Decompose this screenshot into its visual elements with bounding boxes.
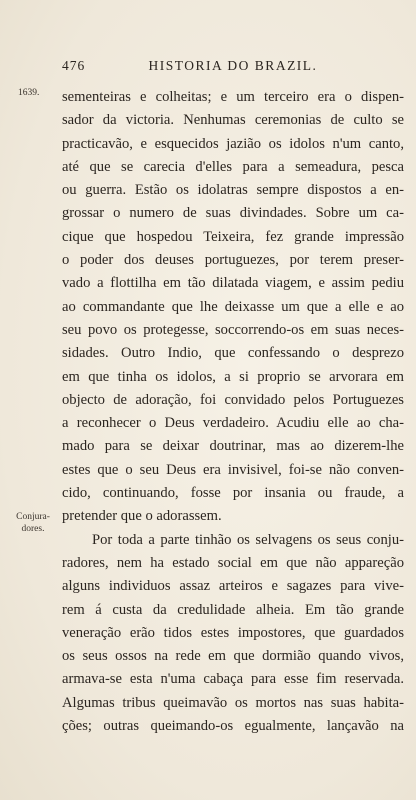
text-line: practicavão, e esquecidos jazião os idolos n'um canto, xyxy=(62,135,404,152)
text-line: ções; outras queimando-os egualmente, lançavão na xyxy=(62,718,404,735)
text-line: alguns individuos assaz arteiros e sagazes para vive- xyxy=(62,578,404,595)
text-line: objecto de adoração, foi convidado pelos Portuguezes xyxy=(62,391,404,408)
text-line: ou guerra. Estão os idolatras sempre dispostos a en- xyxy=(62,182,404,199)
text-line: estes que o seu Deus era invisivel, foi-se não conven- xyxy=(62,461,404,478)
sidenote-line: Conjura- xyxy=(16,512,50,522)
text-line: ao commandante que lhe deixasse um que a elle e ao xyxy=(62,298,404,315)
text-line: pretender que o adorassem. xyxy=(62,508,222,525)
sidenote-line: dores. xyxy=(21,524,45,534)
text-line: mado para se deixar doutrinar, mas ao dizerem-lhe xyxy=(62,438,404,455)
text-line: sidades. Outro Indio, que confessando o desprezo xyxy=(62,345,404,362)
margin-year: 1639. xyxy=(18,88,40,98)
text-line: a reconhecer o Deus verdadeiro. Acudiu elle ao cha- xyxy=(62,415,404,432)
text-line: seu povo os protegesse, soccorrendo-os em suas neces- xyxy=(62,321,404,338)
text-line: cido, continuando, fosse por insania ou fraude, a xyxy=(62,485,404,502)
text-line: o poder dos deuses portuguezes, por terem preser- xyxy=(62,252,404,269)
text-line: Algumas tribus queimavão os mortos nas suas habita- xyxy=(62,694,404,711)
text-line: Por toda a parte tinhão os selvagens os seus conju- xyxy=(92,531,404,548)
text-line: rem á custa da credulidade alheia. Em tão grande xyxy=(62,601,404,618)
text-line: grossar o numero de suas divindades. Sobre um ca- xyxy=(62,205,404,222)
text-line: cique que hospedou Teixeira, fez grande impressão xyxy=(62,228,404,245)
text-line: os seus ossos na rede em que dormião quando vivos, xyxy=(62,648,404,665)
body-text xyxy=(62,86,404,738)
page-header xyxy=(62,58,404,80)
text-line: vado a flottilha em tão dilatada viagem, e assim pediu xyxy=(62,275,404,292)
text-line: sador da victoria. Nenhumas ceremonias de culto se xyxy=(62,112,404,129)
page-number: 476 xyxy=(62,58,86,73)
text-line: veneração erão tidos estes impostores, que guardados xyxy=(62,624,404,641)
text-line: radores, nem ha estado social em que não appareção xyxy=(62,554,404,571)
text-line: sementeiras e colheitas; e um terceiro era o dispen- xyxy=(62,89,404,105)
running-title: HISTORIA DO BRAZIL. xyxy=(148,58,318,73)
text-line: em que tinha os idolos, a si proprio se arvorara em xyxy=(62,368,404,385)
text-line: armava-se esta n'uma cabaça para esse fim reservada. xyxy=(62,671,404,688)
margin-sidenote xyxy=(8,511,58,535)
text-line: até que se carecia d'elles para a semeadura, pesca xyxy=(62,158,404,175)
